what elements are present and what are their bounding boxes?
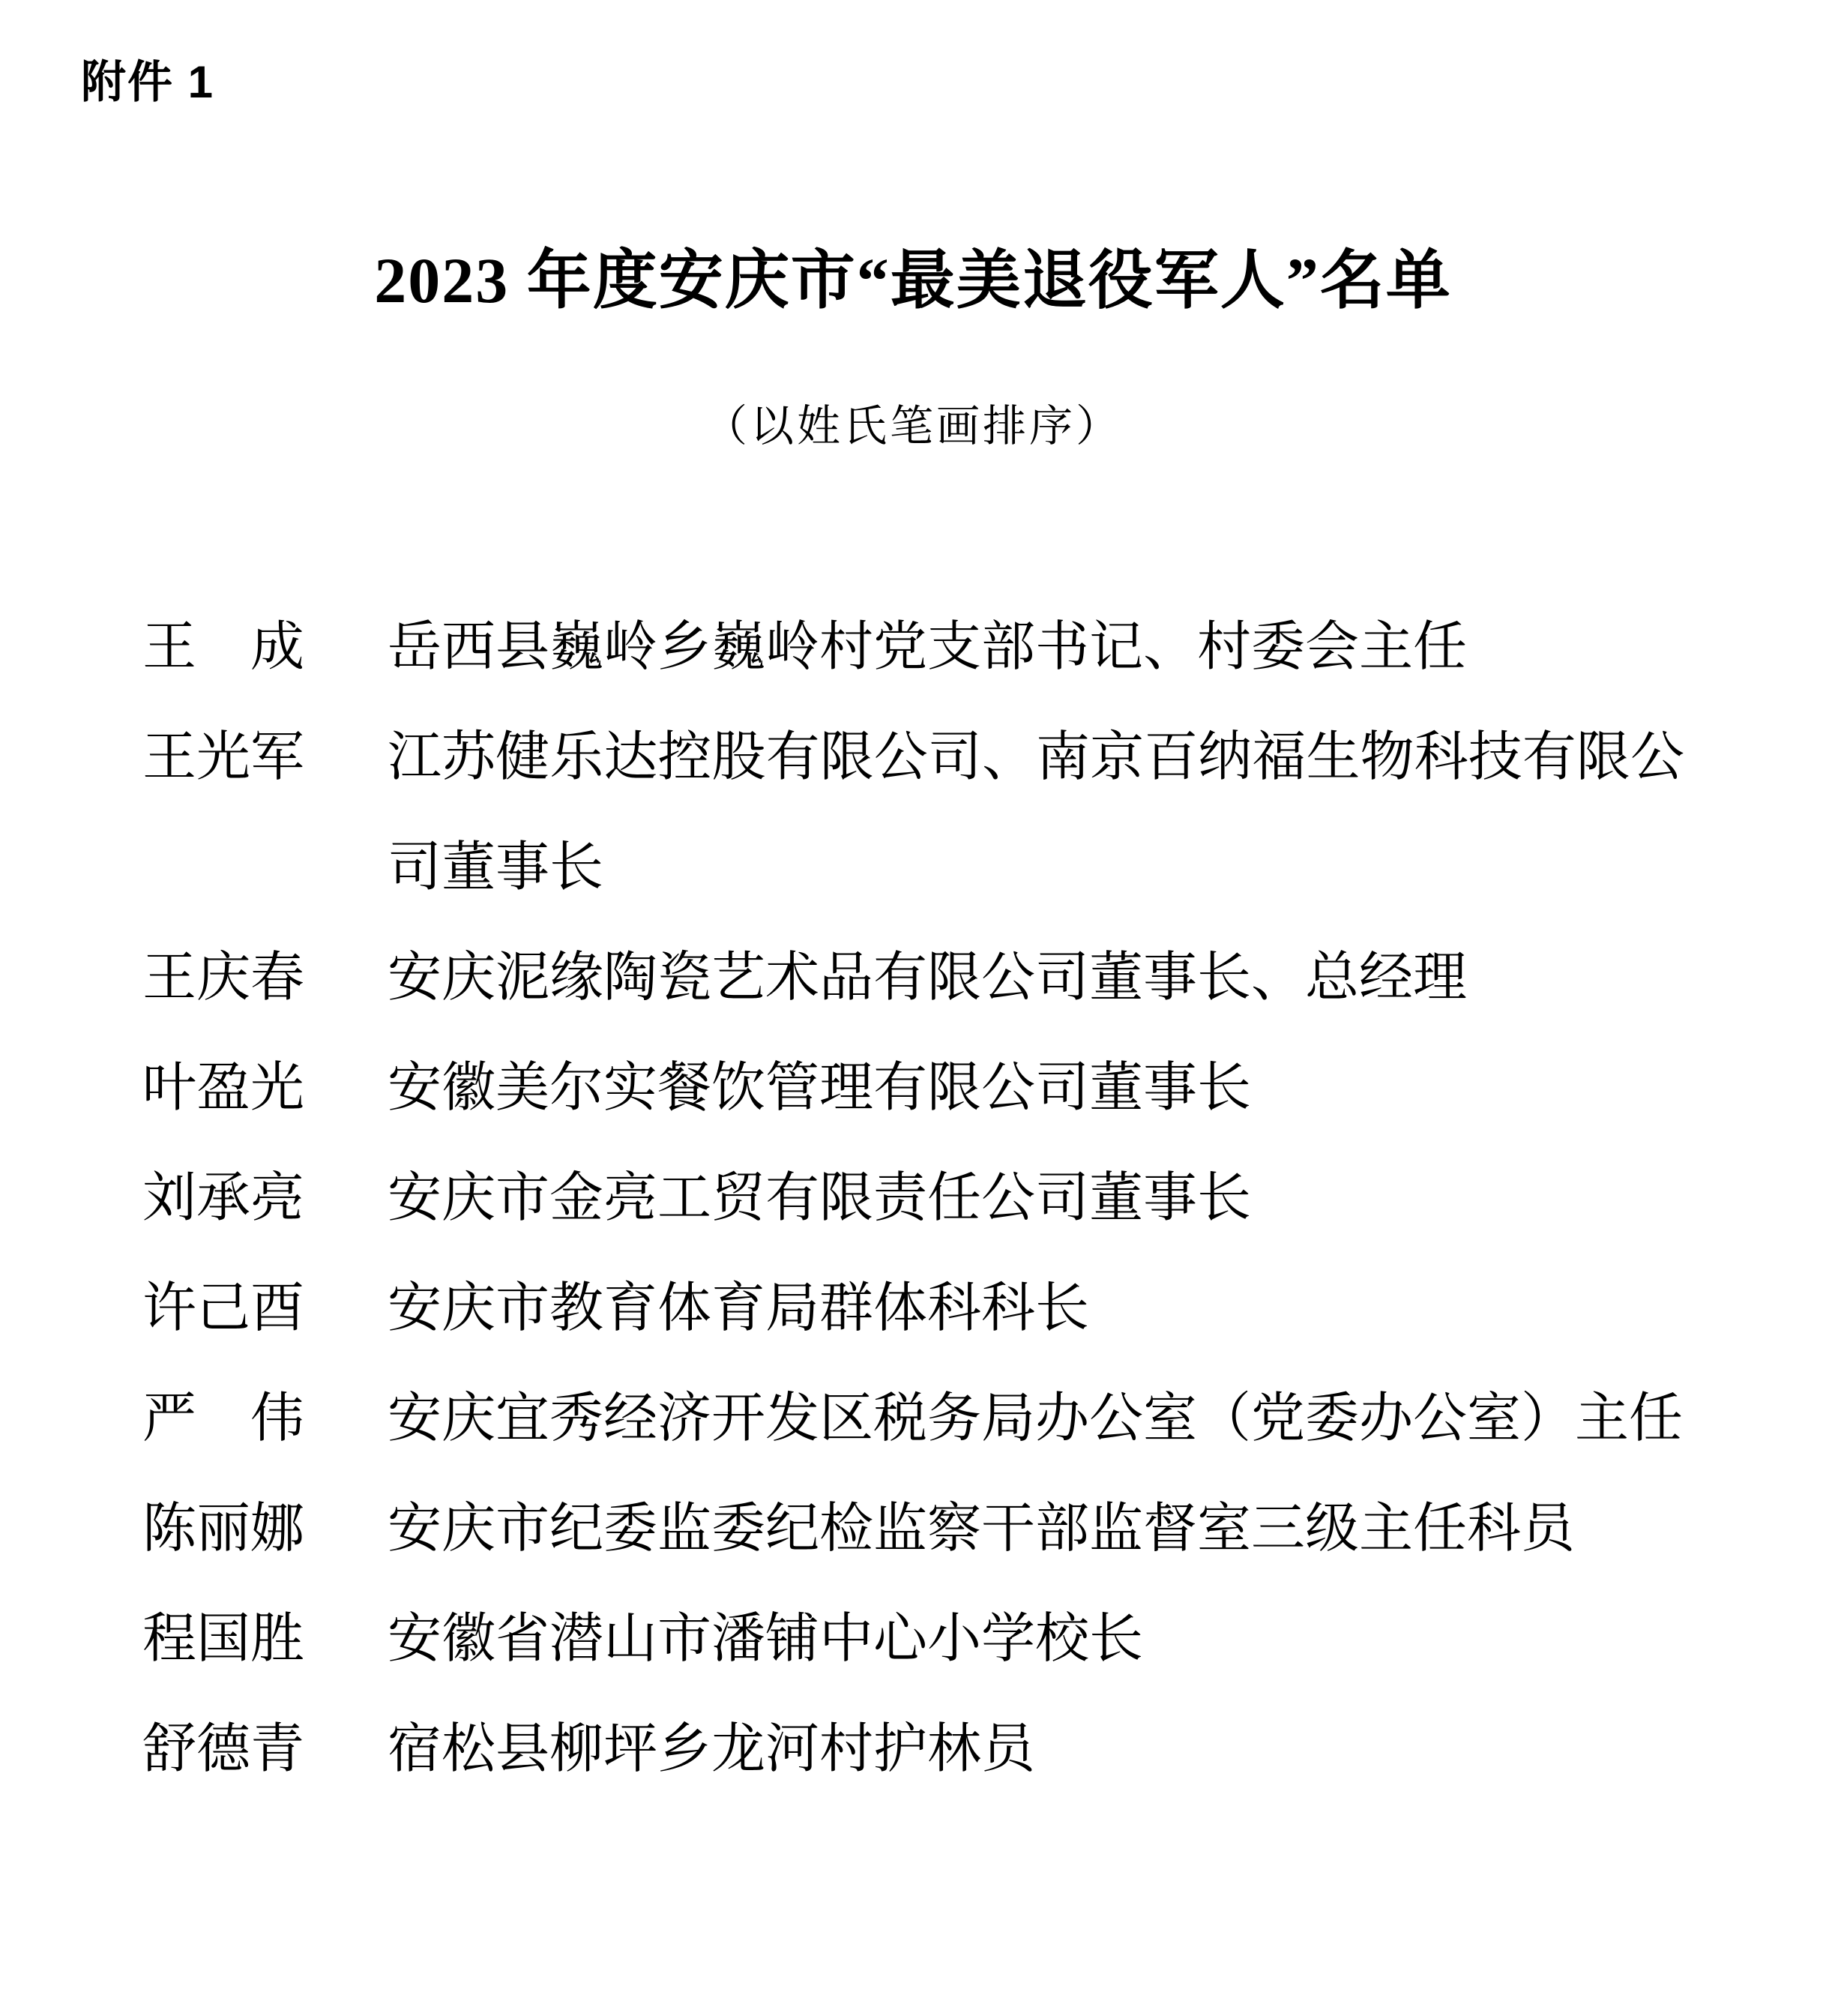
person-name: 叶盈光: [142, 1058, 305, 1118]
veteran-list: [142, 592, 1826, 1805]
document-subtitle: （以姓氏笔画排序）: [703, 402, 1122, 451]
list-item: [142, 1694, 1826, 1805]
person-title: 安庆市教育体育局群体科科长: [388, 1278, 1090, 1338]
document-title: 2023 年度安庆市“最美退役军人”名单: [374, 244, 1452, 316]
list-item: [142, 1474, 1826, 1584]
person-title: 安徽美尔实餐饮管理有限公司董事长: [388, 1058, 1252, 1118]
list-item: [142, 1584, 1826, 1694]
person-title: 安徽省潜山市潘铺中心小学校长: [388, 1609, 1144, 1669]
person-name: 刘承亮: [142, 1168, 305, 1228]
person-name: 许己酉: [142, 1278, 305, 1338]
person-name: 严 伟: [142, 1388, 305, 1448]
list-item: [142, 592, 1826, 702]
person-title: 宿松县柳坪乡龙河村护林员: [388, 1719, 1036, 1779]
person-name: 王光军: [142, 727, 305, 787]
person-name: 王庆春: [142, 948, 305, 1008]
person-name: 舒德青: [142, 1719, 305, 1779]
list-item: [142, 923, 1826, 1033]
list-item: [142, 1143, 1826, 1254]
list-item: [142, 1364, 1826, 1474]
list-item: [142, 1254, 1826, 1364]
person-title: 安庆宜秀经济开发区税务局办公室（党委办公室）主任: [388, 1388, 1684, 1448]
person-title: 安庆泥缘陶瓷艺术品有限公司董事长、总经理: [388, 948, 1468, 1008]
person-name: 陈丽娜: [142, 1499, 305, 1559]
person-title: 安庆市纪委监委纪检监察干部监督室三级主任科员: [388, 1499, 1576, 1559]
person-title: 江苏健乐达控股有限公司、南京百纳福生物科技有限公司董事长: [388, 727, 1684, 897]
person-name: 程国胜: [142, 1609, 305, 1669]
person-title: 岳西县巍岭乡巍岭村党支部书记、村委会主任: [388, 617, 1468, 677]
list-item: [142, 702, 1826, 923]
person-title: 安庆市金亮工贸有限责任公司董事长: [388, 1168, 1252, 1228]
attachment-label: 附件 1: [81, 57, 215, 107]
person-name: 王 成: [142, 617, 305, 677]
list-item: [142, 1033, 1826, 1143]
